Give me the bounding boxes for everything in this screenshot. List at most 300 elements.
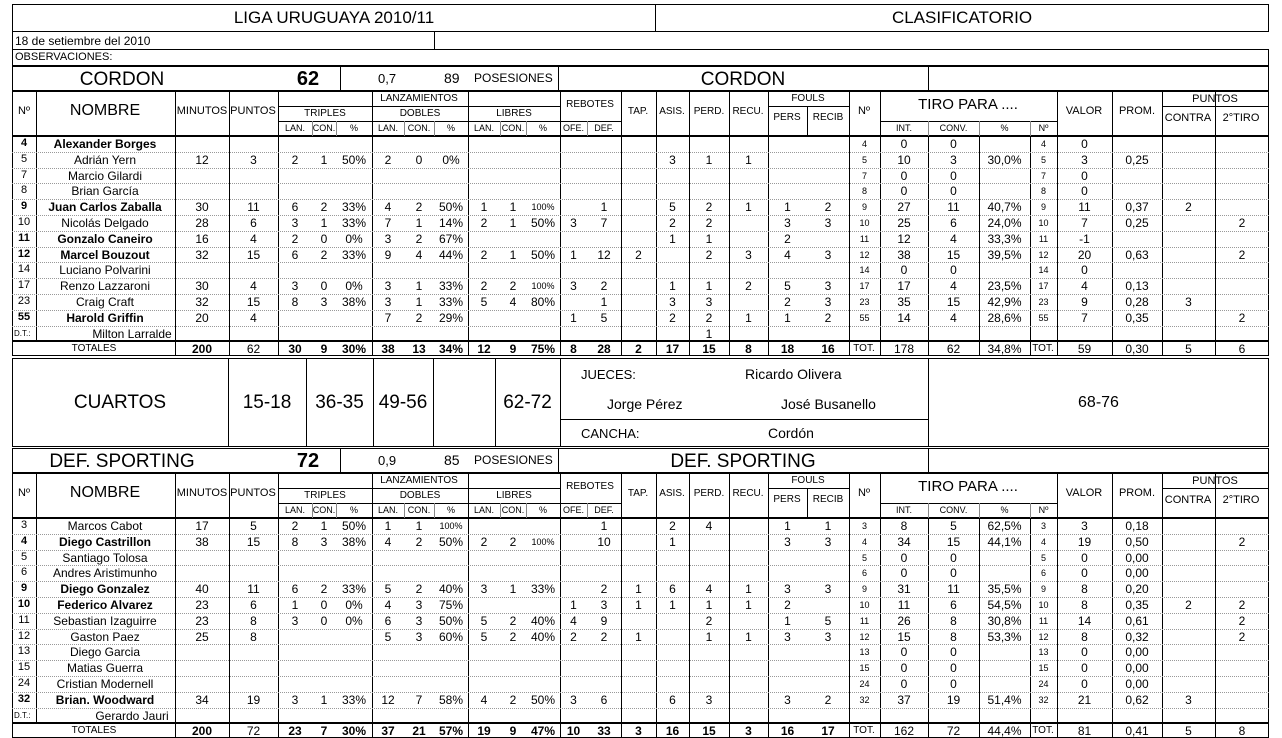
cell-pts: 11 [247,200,260,215]
cell-prom: 0,13 [1125,279,1149,294]
total-recu: 8 [745,342,752,356]
cell-t-con: 0 [320,598,328,612]
cell-recu: 2 [745,279,752,294]
header-no-3: Nº [1038,123,1049,133]
cell-min: 32 [195,295,209,309]
cell-perd: 2 [705,247,713,262]
header-prom: PROM. [1118,105,1156,117]
court-name: Cordón [768,425,814,441]
total-l-con: 9 [509,342,517,356]
cell-t-con: 1 [320,519,328,533]
header-rebotes: REBOTES [566,481,614,492]
header-pct2: % [1000,123,1009,133]
header-pct2: % [1000,505,1009,515]
cell-d-con: 7 [415,692,423,707]
referee-2: Jorge Pérez [607,396,683,412]
total-d-con: 21 [412,724,426,738]
header-ofe: OFE. [562,123,585,133]
totals-label: TOTALES [71,725,117,736]
header-contra: CONTRA [1164,494,1212,506]
total-d-lan: 38 [381,342,395,356]
cell-int: 0 [900,566,908,581]
cell-t-con: 2 [320,247,328,262]
cell-n3: 10 [1038,600,1049,610]
cell-conv: 0 [950,184,957,199]
cell-valor: 20 [1077,247,1092,262]
player-number: 9 [20,582,28,595]
cell-tap: 1 [635,629,642,644]
total-t-lan: 23 [288,724,302,738]
cell-d-pct: 75% [438,598,464,612]
cell-asis: 6 [669,692,676,707]
cell-valor: 7 [1081,216,1088,230]
total-recib: 16 [821,342,835,356]
cell-l-lan: 5 [480,629,488,644]
cell-def: 7 [600,216,608,230]
total-l-con: 9 [509,724,517,738]
player-name: Craig Craft [75,295,135,309]
cell-def: 1 [600,295,608,309]
cell-int: 0 [900,137,908,151]
cell-min: 17 [195,519,209,533]
player-number: 4 [20,137,28,149]
coach-name: Milton Larralde [92,326,172,341]
total-l-pct: 75% [530,342,556,356]
cell-pct2: 40,7% [987,200,1022,215]
header-d_pct: % [446,505,456,515]
cell-ofe: 2 [570,629,577,644]
cell-n3: 3 [1040,521,1047,531]
header-minutos: MINUTOS [176,105,228,117]
cell-min: 30 [195,200,209,215]
cell-def: 5 [600,310,608,325]
player-name: Cristian Modernell [56,677,154,691]
cell-pct2: 23,5% [987,279,1022,294]
cell-n2: 11 [859,615,870,626]
cell-d-con: 2 [415,534,423,549]
cell-l-lan: 5 [480,295,488,309]
cell-n2: 10 [859,218,870,228]
cell-n2: 4 [861,139,868,149]
player-number: 14 [17,263,31,276]
cell-conv: 0 [950,645,957,660]
cell-prom: 0,32 [1125,629,1149,644]
cell-t-lan: 6 [291,200,299,215]
cell-recu: 1 [745,598,752,612]
cell-min: 28 [195,216,209,230]
cell-valor: 0 [1081,677,1088,691]
cell-n2: 32 [859,694,870,705]
cell-valor: 0 [1081,184,1088,199]
observations-label: OBSERVACIONES: [15,51,113,63]
cell-prom: 0,50 [1125,534,1149,549]
cell-prom: 0,20 [1125,582,1149,597]
cell-t-pct: 38% [341,534,367,549]
header-libres: LIBRES [496,108,532,119]
cell-min: 30 [195,279,209,294]
cell-int: 17 [897,279,911,294]
cell-conv: 8 [950,613,957,628]
coach-label: D.T.: [14,710,31,720]
header-lanzamientos: LANZAMIENTOS [380,475,458,486]
cell-d-pct: 0% [442,152,460,167]
cell-int: 0 [900,661,908,676]
cell-t-lan: 8 [291,534,299,549]
cell-min: 25 [195,629,209,644]
cell-conv: 0 [950,263,957,278]
cell-pct2: 33,3% [987,231,1022,246]
cell-pts: 6 [250,598,257,612]
cell-conv: 15 [946,534,961,549]
header-puntos: PUNTOS [230,487,276,499]
cell-pts: 15 [246,534,261,549]
cell-t-pct: 33% [341,200,367,215]
cell-tap: 1 [635,582,642,597]
header-def: DEF. [594,505,614,515]
cell-perd: 3 [705,692,713,707]
cell-conv: 0 [950,566,957,581]
player-name: Renzo Lazzaroni [59,279,151,294]
coach-label: D.T.: [14,328,31,338]
cell-pers: 3 [784,582,791,597]
totals-label-tot: TOT. [853,343,875,354]
player-name: Gaston Paez [70,629,140,644]
cell-pers: 2 [784,295,791,309]
header-libres: LIBRES [496,490,532,501]
cell-t-lan: 3 [291,216,299,230]
cell-t-lan: 3 [291,613,299,628]
player-number: 10 [17,598,31,610]
league-title: LIGA URUGUAYA 2010/11 [233,8,435,27]
cell-perd: 3 [705,295,713,309]
cell-d-con: 3 [415,613,423,628]
cell-min: 12 [195,152,209,167]
total-recib: 17 [821,724,835,738]
cell-t-lan: 2 [291,519,299,533]
cell-pct2: 28,6% [987,310,1022,325]
cell-pers: 3 [784,216,791,230]
cell-prom: 0,25 [1125,216,1149,230]
cell-t-lan: 8 [291,295,299,309]
cell-ofe: 1 [570,247,577,262]
cell-valor: 0 [1081,168,1088,183]
total-d-pct: 57% [438,724,464,738]
header-d_lan: LAN. [377,123,399,133]
player-name: Adrián Yern [73,152,137,167]
header-lanzamientos: LANZAMIENTOS [380,93,458,104]
player-name: Juan Carlos Zaballa [48,200,162,215]
cell-conv: 0 [950,550,957,565]
header-t_con: CON. [312,123,336,133]
cell-int: 27 [897,200,911,215]
cell-n2: 11 [859,233,870,244]
player-number: 6 [20,566,28,579]
cell-l-pct: 100% [531,536,555,547]
cell-l-con: 2 [509,279,517,294]
cell-valor: -1 [1079,231,1090,246]
cell-prom: 0,00 [1125,566,1149,581]
cell-pts: 5 [250,519,257,533]
cell-conv: 4 [950,279,957,294]
cell-l-pct: 50% [530,692,556,707]
cell-ofe: 3 [570,692,577,707]
cell-recib: 3 [824,247,832,262]
cell-min: 23 [195,598,209,612]
cell-l-lan: 4 [480,692,488,707]
cell-d-lan: 3 [384,279,392,294]
player-number: 12 [17,629,31,642]
cell-n3: 4 [1040,536,1047,547]
player-name: Andres Aristimunho [52,566,158,581]
player-name: Harold Griffin [66,310,144,325]
header-pers: PERS [773,494,801,505]
cell-valor: 21 [1077,692,1092,707]
header-nombre: NOMBRE [69,484,141,501]
total-pct2: 34,8% [987,342,1022,356]
cell-conv: 6 [950,598,957,612]
cell-min: 16 [195,231,209,246]
cell-n2: 3 [861,521,868,531]
cell-n3: 11 [1038,233,1049,244]
player-number: 55 [17,310,31,323]
header-t_lan: LAN. [284,505,306,515]
header-no: Nº [18,105,30,117]
player-name: Diego Garcia [69,645,141,660]
header-l_pct: % [538,505,548,515]
header-no-2: Nº [858,105,870,117]
cell-n3: 5 [1040,154,1047,165]
cell-d-lan: 3 [384,295,392,309]
cell-min: 32 [195,247,209,262]
header-d_con: CON. [407,123,431,133]
cell-pct2: 62,5% [987,519,1022,533]
cell-d-pct: 50% [438,613,464,628]
cell-asis: 1 [669,279,676,294]
cell-valor: 3 [1081,152,1088,167]
header-l_con: CON. [501,123,525,133]
cell-contra: 3 [1185,295,1192,309]
total-t-lan: 30 [288,342,302,356]
cell-perd: 4 [705,519,713,533]
cell-recu: 1 [745,629,752,644]
cell-n2: 14 [859,265,870,276]
total-prom: 0,30 [1125,342,1149,356]
header-puntos: PUNTOS [230,105,276,117]
cell-t-pct: 0% [345,231,363,246]
total-ofe: 10 [566,724,581,738]
cell-l-pct: 40% [530,613,556,628]
cell-d-con: 2 [415,310,423,325]
player-number: 12 [17,247,31,260]
header-asis: ASIS. [659,488,685,499]
player-number: 13 [17,645,31,658]
cell-min: 34 [195,692,209,707]
player-name: Sebastian Izaguirre [53,613,157,628]
header-l_pct: % [538,123,548,133]
total-min: 200 [191,342,213,356]
header-def: DEF. [594,123,614,133]
cell-n3: 23 [1038,297,1049,307]
cell-int: 15 [897,629,911,644]
total-contra: 5 [1185,342,1192,356]
cell-pct2: 54,5% [987,598,1022,612]
cell-l-lan: 2 [480,279,488,294]
cell-d-lan: 5 [384,629,392,644]
cell-t-lan: 3 [291,692,299,707]
team-ratio: 0,7 [378,71,397,86]
totals-label: TOTALES [71,343,117,354]
cell-contra: 2 [1185,598,1192,612]
header-dobles: DOBLES [399,490,441,501]
cell-l-lan: 2 [480,247,488,262]
header-triples: TRIPLES [304,490,346,501]
header-rebotes: REBOTES [566,99,614,110]
cell-l-con: 1 [509,247,517,262]
cell-min: 20 [195,310,209,325]
cell-d-con: 1 [415,279,423,294]
cell-pers: 3 [784,692,791,707]
cell-t-con: 1 [320,692,328,707]
cell-t-pct: 0% [345,598,363,612]
cell-perd: 2 [705,613,713,628]
cell-pct2: 30,8% [987,613,1022,628]
cell-contra: 3 [1185,692,1192,707]
cell-asis: 2 [669,216,676,230]
cell-pts: 3 [250,152,257,167]
cell-t-con: 0 [320,231,328,246]
cell-n3: 11 [1038,615,1049,626]
cell-tiro2: 2 [1238,629,1246,644]
cell-pers: 1 [784,613,791,628]
cell-d-con: 2 [415,231,423,246]
player-number: 15 [17,661,31,674]
cell-int: 12 [897,231,911,246]
cell-t-pct: 0% [345,279,363,294]
cell-int: 35 [897,295,911,309]
header-fouls: FOULS [791,475,825,486]
cell-conv: 0 [950,168,957,183]
cell-d-con: 2 [415,582,423,597]
cell-n3: 10 [1038,218,1049,228]
cell-pct2: 44,1% [987,534,1022,549]
player-number: 32 [17,692,31,705]
cell-pct2: 30,0% [987,152,1022,167]
cell-tiro2: 2 [1238,247,1246,262]
cell-perd: 1 [705,279,713,294]
quarters-label: CUARTOS [73,392,167,413]
cell-d-con: 0 [415,152,423,167]
header-t_pct: % [349,123,359,133]
cell-l-con: 2 [509,613,517,628]
cell-d-pct: 14% [438,216,464,230]
cell-perd: 2 [705,200,713,215]
header-segundo-tiro: 2°TIRO [1222,494,1260,506]
cell-t-lan: 1 [291,598,299,612]
cell-d-lan: 12 [381,692,395,707]
player-name: Nicolás Delgado [61,216,149,230]
cell-int: 0 [900,550,908,565]
header-t_lan: LAN. [284,123,306,133]
cell-valor: 0 [1081,137,1088,151]
cell-n3: 55 [1038,312,1049,323]
team-possessions: 89 [444,70,460,86]
player-name: Federico Alvarez [57,598,153,612]
cell-pers: 2 [784,598,791,612]
player-number: 17 [17,279,31,292]
cell-prom: 0,63 [1125,247,1149,262]
header-recib: RECIB [812,494,844,505]
cell-pct2: 39,5% [987,247,1022,262]
cell-def: 12 [597,247,611,262]
cell-conv: 11 [947,200,960,215]
cell-pts: 15 [246,247,261,262]
cell-tap: 1 [635,598,642,612]
referee-3: José Busanello [781,396,876,412]
cell-tiro2: 2 [1238,598,1246,612]
cell-prom: 0,28 [1125,295,1149,309]
cell-n2: 55 [859,312,870,323]
team-possessions: 85 [444,452,460,468]
cell-l-con: 4 [509,295,517,309]
cell-l-pct: 80% [530,295,556,309]
cell-tap: 2 [635,247,642,262]
quarter-1-score: 15-18 [242,392,292,413]
cell-pts: 4 [250,310,257,325]
cell-int: 8 [900,519,908,533]
cell-n3: 15 [1038,663,1049,674]
team-score: 72 [296,450,320,472]
cell-recu: 1 [745,200,752,215]
cell-t-lan: 2 [291,152,299,167]
header-fouls: FOULS [791,93,825,104]
header-no: Nº [18,487,30,499]
cell-asis: 3 [669,152,676,167]
cell-pers: 1 [784,200,791,215]
totals-label-tot: TOT. [853,725,875,736]
cell-pers: 3 [784,534,791,549]
referees-label: JUECES: [581,367,636,382]
header-nombre: NOMBRE [69,102,141,119]
cell-pers: 3 [784,629,791,644]
header-recib: RECIB [812,112,844,123]
cell-recib: 3 [824,279,832,294]
player-number: 5 [20,152,28,165]
header-conv: CONV. [939,505,968,515]
cell-prom: 0,25 [1125,152,1149,167]
header-t_con: CON. [312,505,336,515]
total-pers: 16 [780,724,795,738]
cell-conv: 11 [947,582,960,597]
cell-t-lan: 3 [291,279,299,294]
cell-n3: 9 [1040,584,1047,595]
cell-n2: 12 [859,631,870,642]
cell-pts: 11 [247,582,260,597]
cell-l-con: 2 [509,629,517,644]
header-no-2: Nº [858,487,870,499]
possessions-label: POSESIONES [474,71,553,85]
cell-d-lan: 3 [384,231,392,246]
cell-def: 1 [600,200,608,215]
totals-label-tot-2: TOT. [1032,725,1054,736]
header-t_pct: % [349,505,359,515]
cell-int: 0 [900,184,908,199]
cell-d-pct: 33% [438,279,464,294]
cell-l-pct: 40% [530,629,556,644]
cell-conv: 0 [950,661,957,676]
total-contra: 5 [1185,724,1192,738]
player-number: 4 [20,534,28,547]
cell-t-pct: 33% [341,216,367,230]
